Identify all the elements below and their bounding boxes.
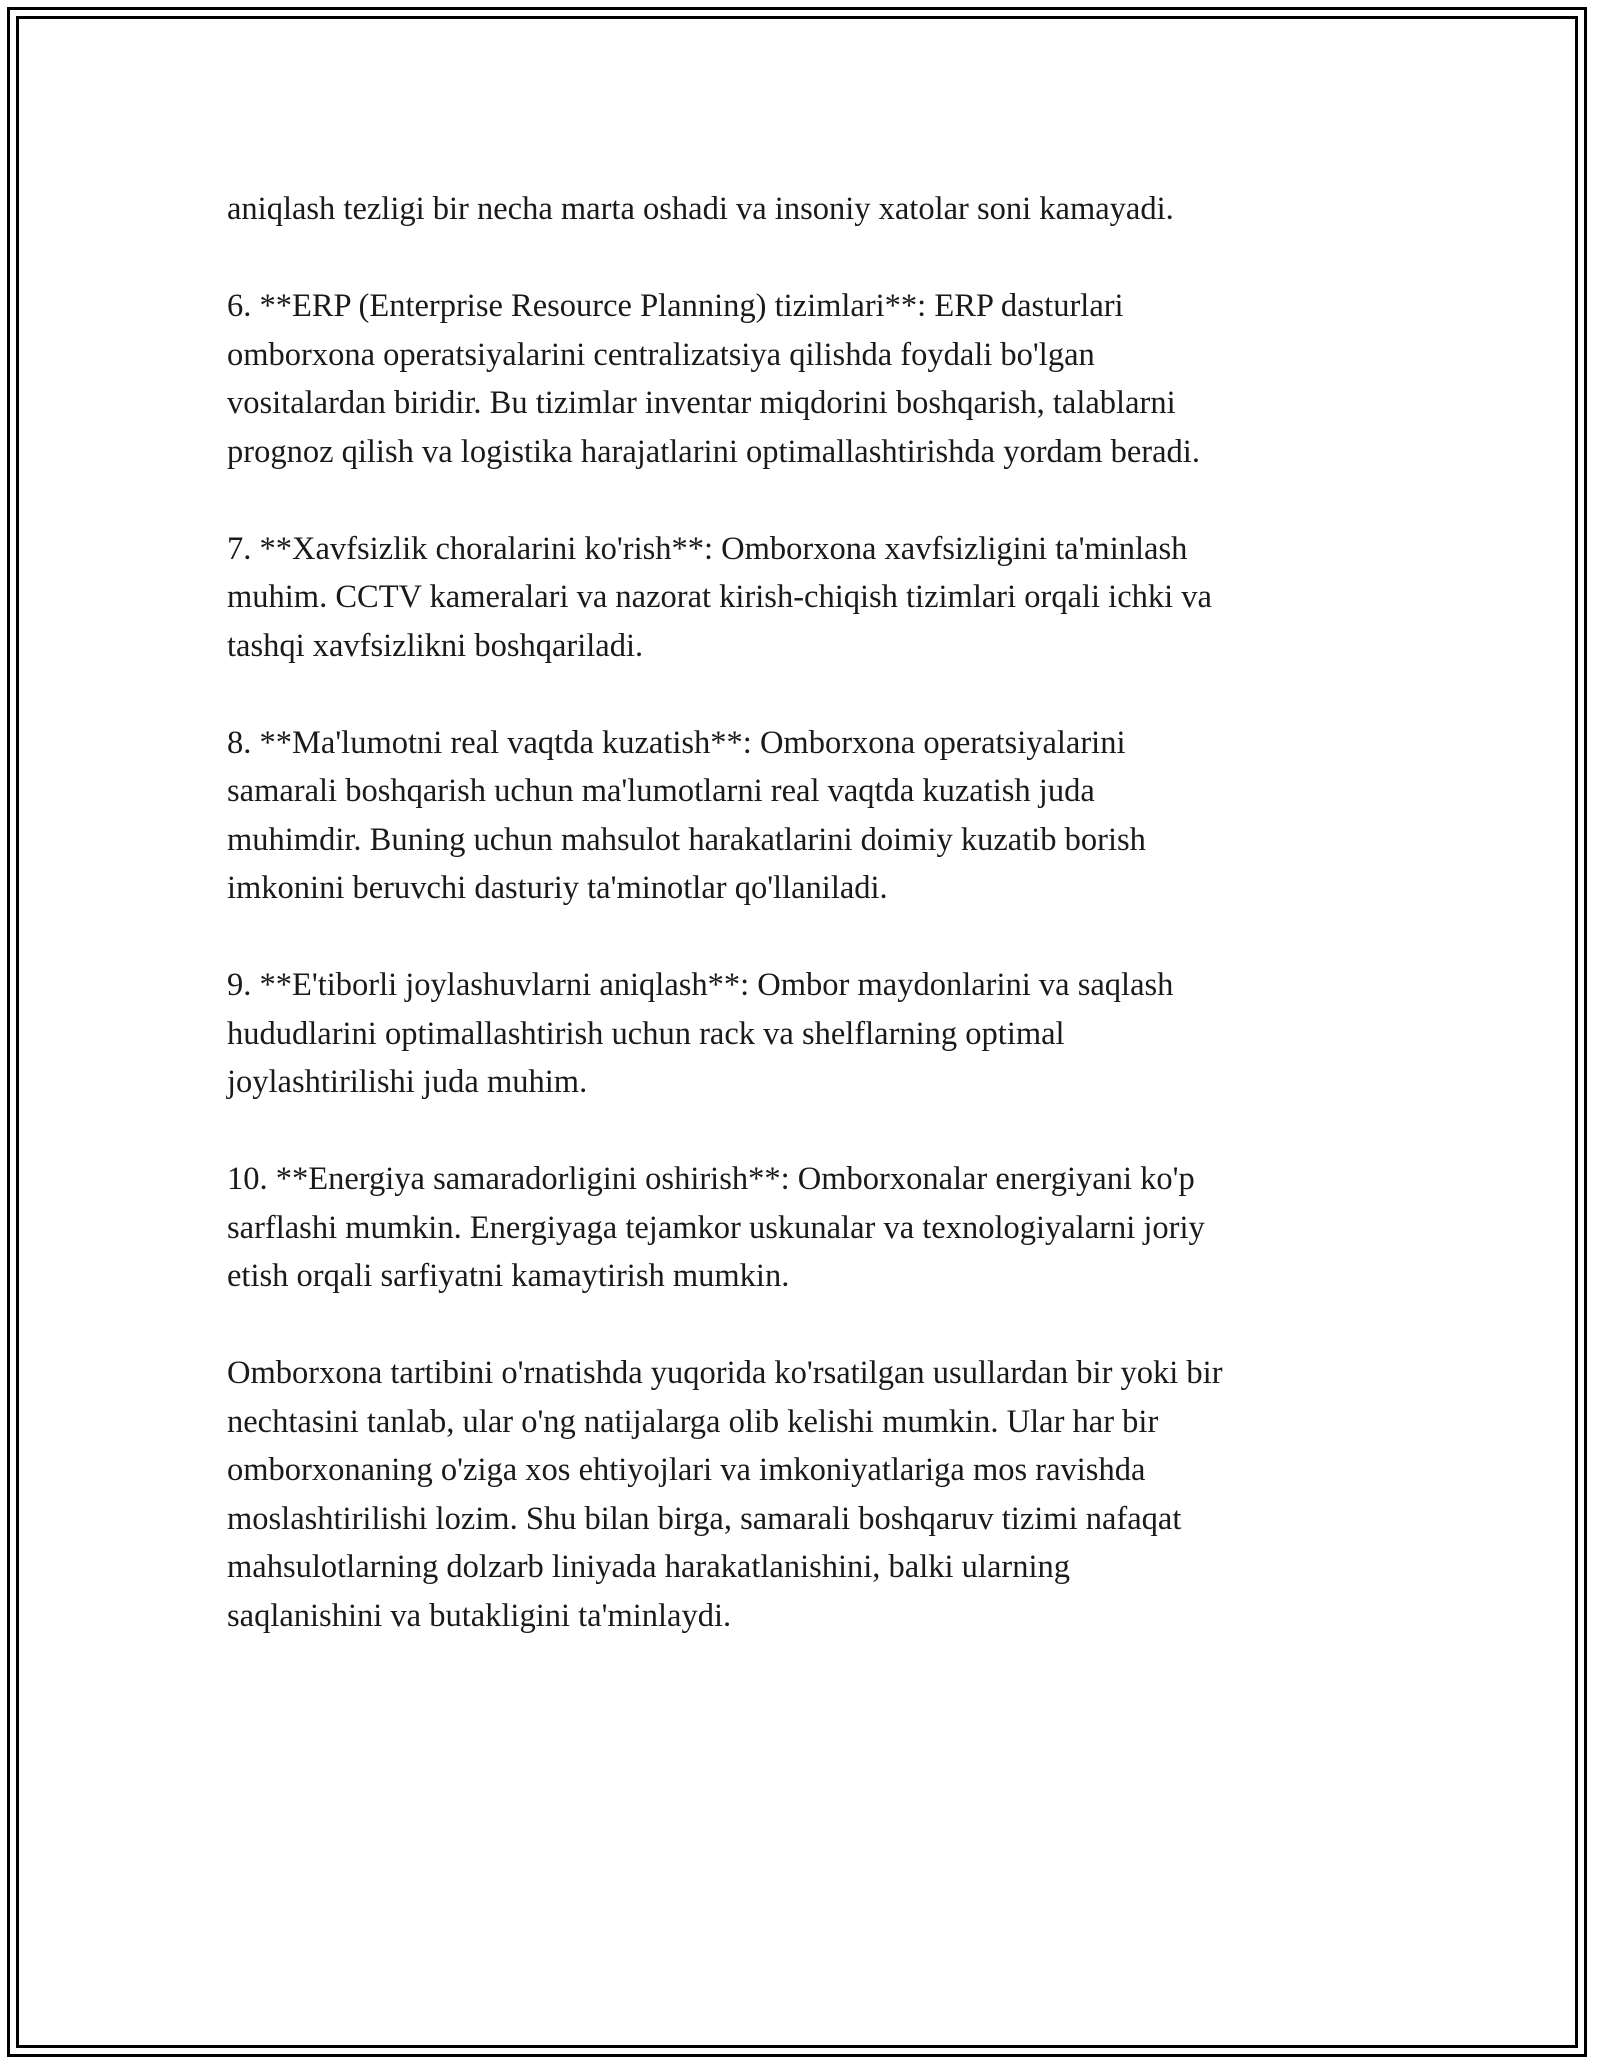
text-line: 8. **Ma'lumotni real vaqtda kuzatish**: Omborxona operatsiyalarini <box>227 724 1126 761</box>
paragraph-item-6-erp <box>227 282 1367 476</box>
text-line: nechtasini tanlab, ular o'ng natijalarga olib kelishi mumkin. Ular har bir <box>227 1403 1159 1440</box>
text-line: muhimdir. Buning uchun mahsulot harakatlarini doimiy kuzatib borish <box>227 821 1146 858</box>
text-line: sarflashi mumkin. Energiyaga tejamkor uskunalar va texnologiyalarni joriy <box>227 1209 1205 1246</box>
text-line: saqlanishini va butakligini ta'minlaydi. <box>227 1597 732 1634</box>
document-body <box>227 185 1367 1689</box>
text-line: imkonini beruvchi dasturiy ta'minotlar qo'llaniladi. <box>227 870 888 906</box>
text-line: Omborxona tartibini o'rnatishda yuqorida ko'rsatilgan usullardan bir yoki bir <box>227 1355 1223 1391</box>
paragraph-continuation <box>227 185 1367 234</box>
text-line: vositalardan biridir. Bu tizimlar inventar miqdorini boshqarish, talablarni <box>227 385 1176 421</box>
paragraph-item-8-realtime <box>227 719 1367 913</box>
text-line: muhim. CCTV kameralari va nazorat kirish-chiqish tizimlari orqali ichki va <box>227 579 1212 615</box>
text-line: joylashtirilishi juda muhim. <box>227 1064 588 1100</box>
paragraph-item-9-locations <box>227 961 1367 1107</box>
text-line: 7. **Xavfsizlik choralarini ko'rish**: Omborxona xavfsizligini ta'minlash <box>227 530 1188 567</box>
paragraph-item-10-energy <box>227 1155 1367 1301</box>
text-line: etish orqali sarfiyatni kamaytirish mumkin. <box>227 1258 790 1294</box>
text-line: omborxona operatsiyalarini centralizatsiya qilishda foydali bo'lgan <box>227 336 1095 373</box>
text-line: 9. **E'tiborli joylashuvlarni aniqlash**: Ombor maydonlarini va saqlash <box>227 967 1174 1003</box>
text-line: aniqlash tezligi bir necha marta oshadi va insoniy xatolar soni kamayadi. <box>227 191 1174 227</box>
paragraph-conclusion <box>227 1349 1367 1640</box>
text-line: 10. **Energiya samaradorligini oshirish**: Omborxonalar energiyani ko'p <box>227 1161 1195 1197</box>
text-line: moslashtirilishi lozim. Shu bilan birga, samarali boshqaruv tizimi nafaqat <box>227 1500 1182 1537</box>
text-line: tashqi xavfsizlikni boshqariladi. <box>227 627 644 664</box>
text-line: 6. **ERP (Enterprise Resource Planning) tizimlari**: ERP dasturlari <box>227 288 1124 324</box>
text-line: omborxonaning o'ziga xos ehtiyojlari va imkoniyatlariga mos ravishda <box>227 1452 1146 1488</box>
text-line: samarali boshqarish uchun ma'lumotlarni real vaqtda kuzatish juda <box>227 773 1095 809</box>
text-line: mahsulotlarning dolzarb liniyada harakatlanishini, balki ularning <box>227 1549 1070 1585</box>
paragraph-item-7-security <box>227 525 1367 671</box>
text-line: prognoz qilish va logistika harajatlarini optimallashtirishda yordam beradi. <box>227 433 1200 470</box>
text-line: hududlarini optimallashtirish uchun rack va shelflarning optimal <box>227 1015 1065 1052</box>
